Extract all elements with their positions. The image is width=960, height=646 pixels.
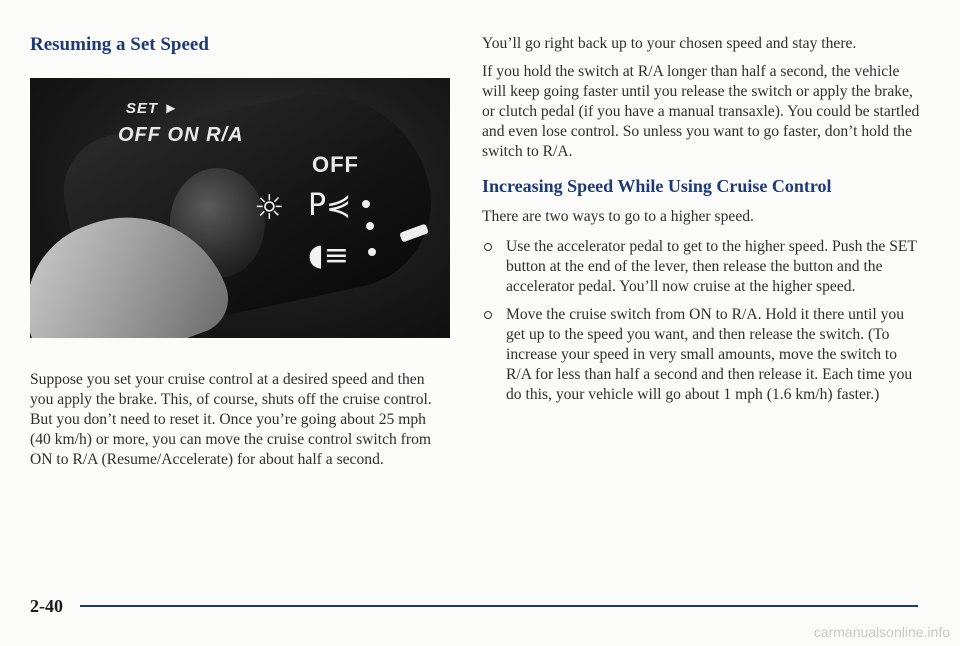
off-on-ra-label: OFF ON R/A [118, 124, 244, 146]
right-column [482, 34, 922, 413]
page-number: 2-40 [30, 596, 63, 616]
cruise-control-lever-photo [30, 78, 450, 338]
bullet-icon [484, 243, 492, 251]
section-heading-resuming: Resuming a Set Speed [30, 34, 209, 55]
resume-paragraph: Suppose you set your cruise control at a desired speed and then you apply the brake. This, of course, shuts off the cruise control. But you don’t need to reset it. Once you’re going about 25 mph (40 km/h) or more, you can move the cruise control switch from ON to R/A (Resume/Accelerate) for about half a second. [30, 371, 432, 468]
list-item [482, 237, 922, 297]
bullet-icon [484, 311, 492, 319]
indicator-dot [362, 200, 370, 208]
list-item-text: Use the accelerator pedal to get to the higher speed. Push the SET button at the end of the lever, then release the button and the accelerator pedal. You’ll now cruise at the higher speed. [506, 238, 917, 295]
section-heading-increasing: Increasing Speed While Using Cruise Control [482, 176, 832, 196]
list-item-text: Move the cruise switch from ON to R/A. Hold it there until you get up to the speed you want, and then release the switch. (To increase your speed in very small amounts, move the switch to R/A for less than half a second and then release it. Each time you do this, your vehicle will go about 1 mph (1.6 km/h) faster.) [506, 306, 913, 403]
headlight-icon: ☼ [254, 188, 285, 228]
fog-light-icon: ◖≡ [308, 238, 349, 273]
hold-switch-paragraph: If you hold the switch at R/A longer than half a second, the vehicle will keep going faster until you release the switch or apply the brake, or clutch pedal (if you have a manual transaxle). You could be startled and even lose control. So unless you want to go faster, don’t hold the switch to R/A. [482, 63, 920, 160]
two-ways-paragraph: There are two ways to go to a higher speed. [482, 208, 754, 225]
resume-result-paragraph: You’ll go right back up to your chosen speed and stay there. [482, 35, 857, 52]
indicator-dot [366, 222, 374, 230]
list-item [482, 305, 922, 405]
parking-light-icon: P⋞ [308, 188, 352, 223]
increase-speed-list [482, 237, 922, 405]
footer-rule [80, 605, 918, 607]
left-column [30, 34, 450, 56]
off-label: OFF [312, 152, 359, 177]
watermark: carmanualsonline.info [813, 624, 950, 640]
set-label: SET ► [126, 100, 180, 117]
indicator-dot [368, 248, 376, 256]
